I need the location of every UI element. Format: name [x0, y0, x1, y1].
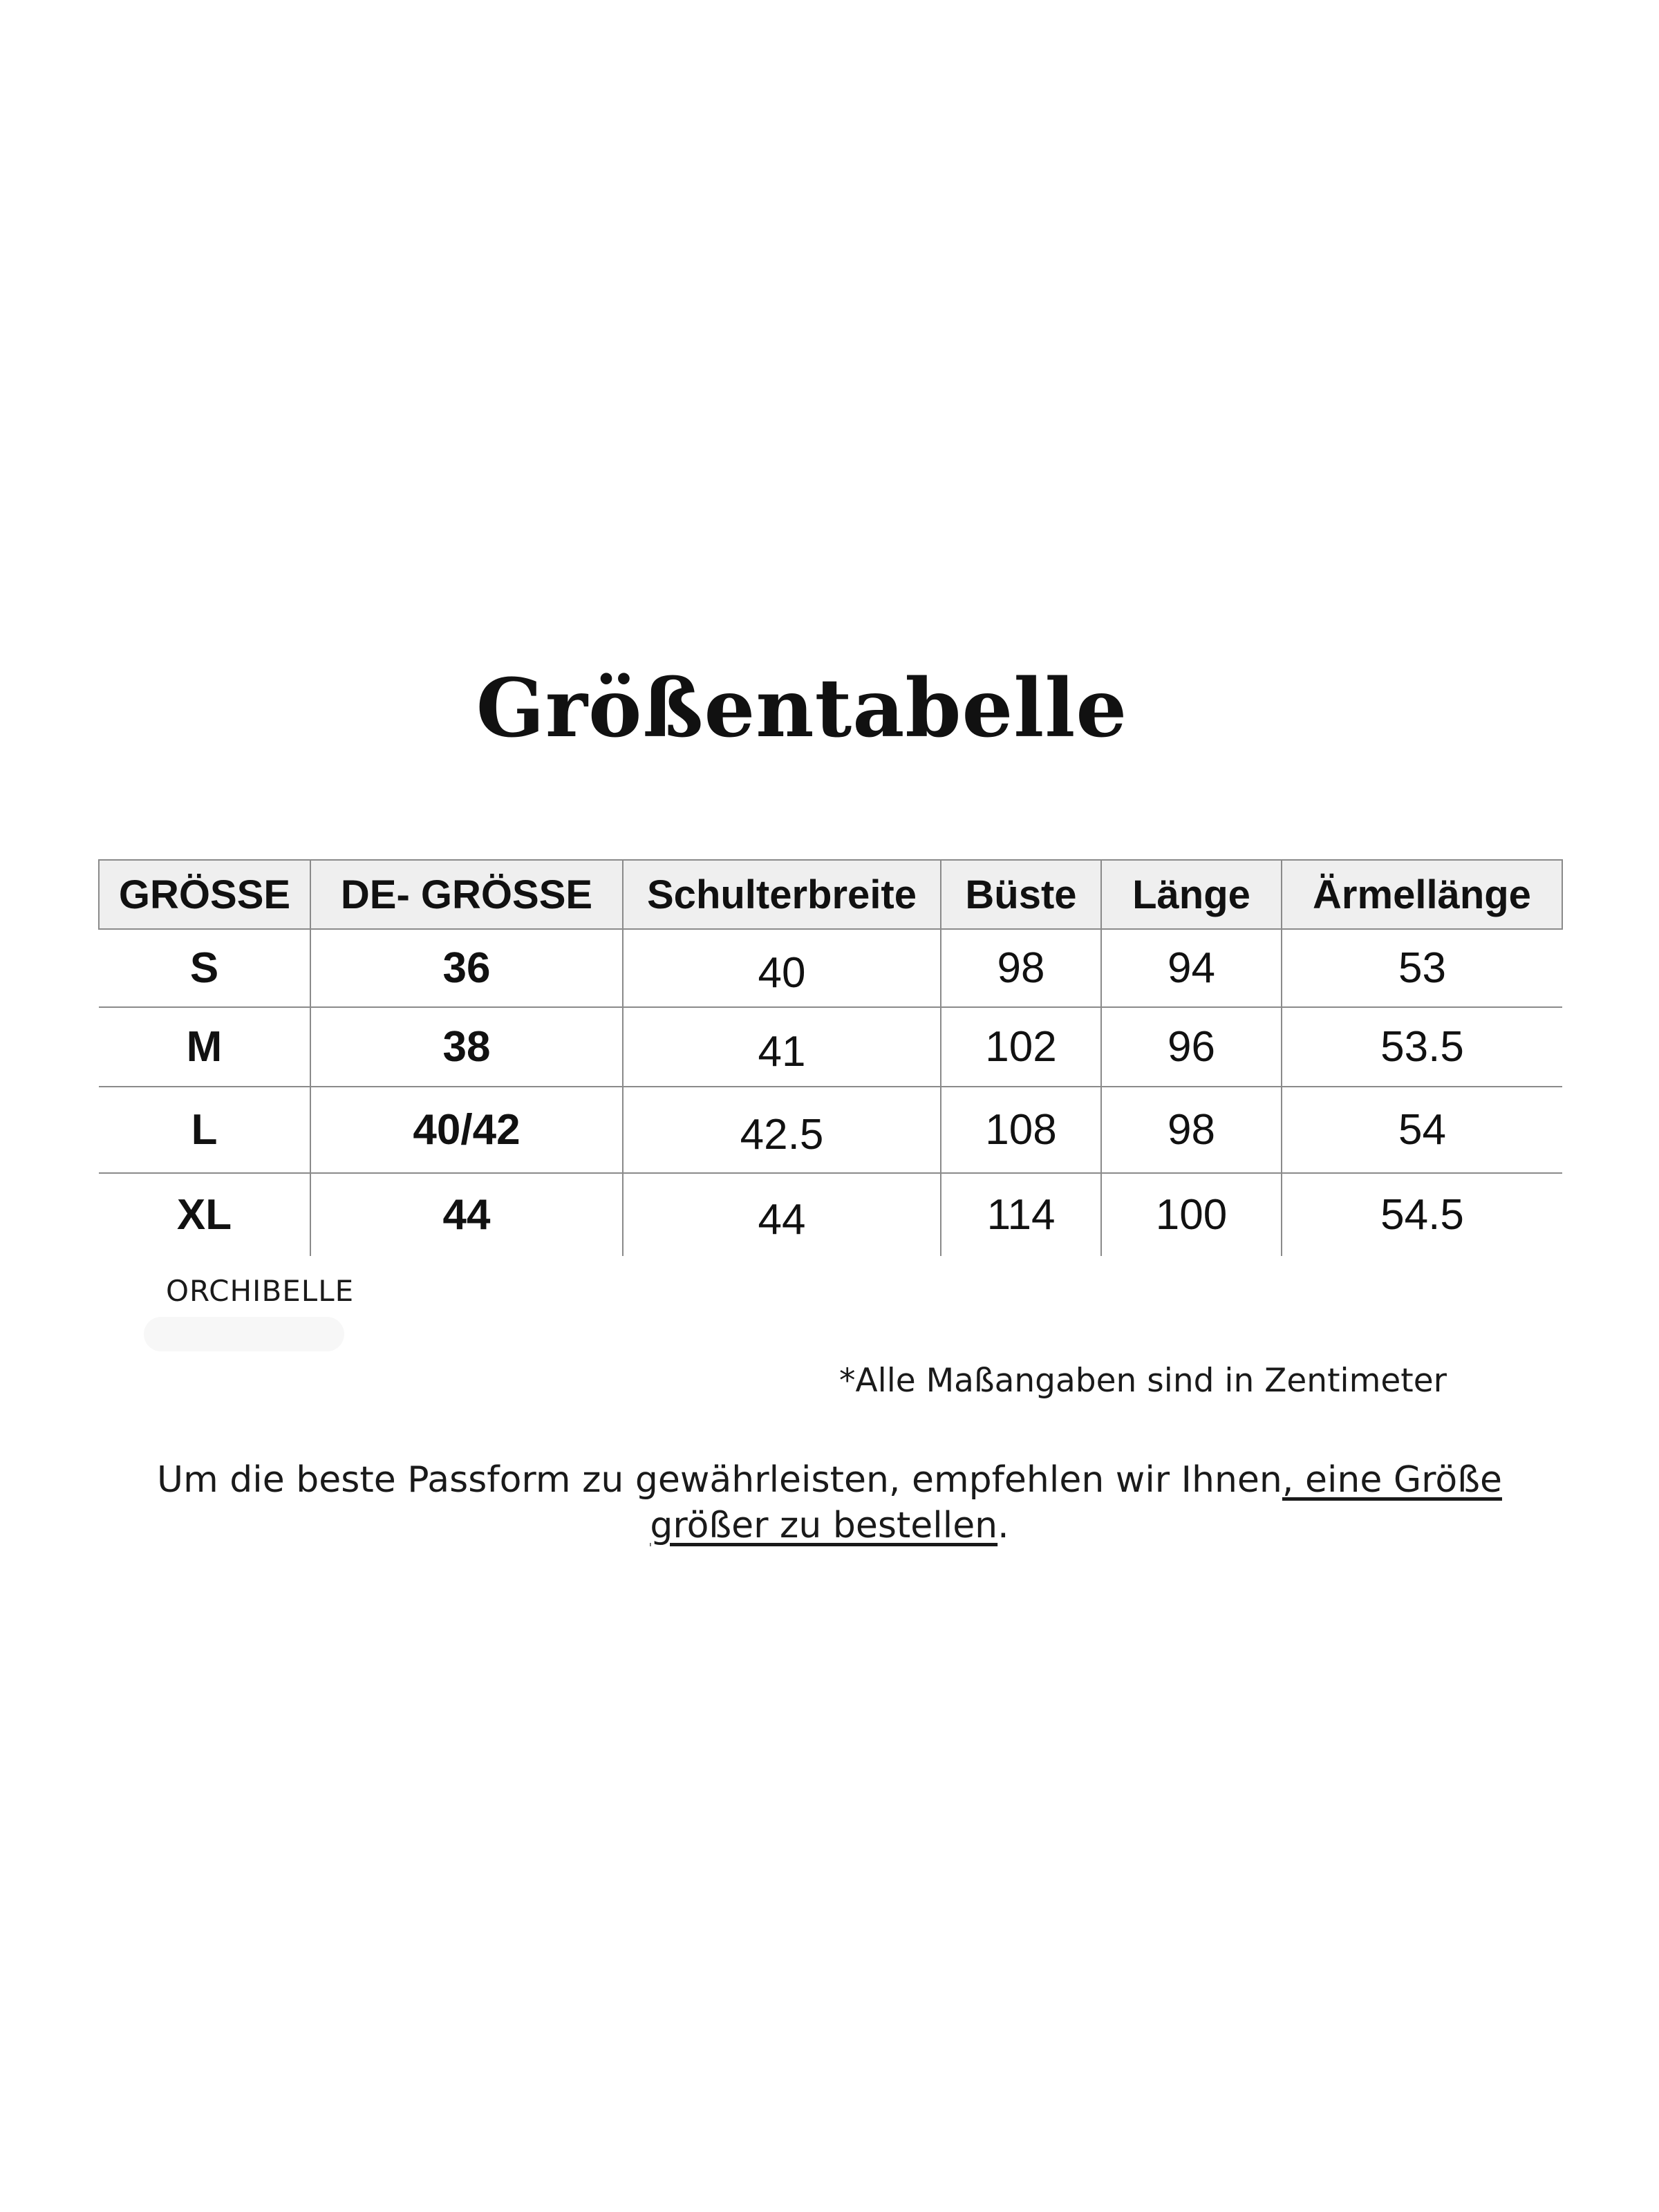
header-de-groesse: DE- GRÖSSE — [310, 860, 623, 929]
header-aermellaenge: Ärmellänge — [1282, 860, 1562, 929]
cell-de-size: 36 — [310, 929, 623, 1007]
cell-schulterbreite: 40 — [623, 929, 941, 1007]
table-row — [99, 1087, 1562, 1173]
cell-de-size: 40/42 — [310, 1087, 623, 1173]
cell-size: XL — [99, 1173, 310, 1256]
brand-watermark-shadow — [144, 1317, 344, 1351]
table-row — [99, 929, 1562, 1007]
cell-bueste: 114 — [941, 1173, 1101, 1256]
cell-bueste: 108 — [941, 1087, 1101, 1173]
table-row — [99, 1173, 1562, 1256]
cell-bueste: 102 — [941, 1007, 1101, 1087]
recommendation-period: . — [997, 1505, 1009, 1546]
recommendation-text: Um die beste Passform zu gewährleisten, empfehlen wir Ihnen — [157, 1459, 1282, 1501]
measurement-unit-note: *Alle Maßangaben sind in Zentimeter — [839, 1362, 1447, 1400]
page-title: Größentabelle — [476, 662, 1128, 756]
size-table — [98, 859, 1563, 1256]
cell-laenge: 96 — [1101, 1007, 1282, 1087]
cell-size: S — [99, 929, 310, 1007]
recommendation-underlined-text: , eine Größe größer zu bestellen — [650, 1459, 1502, 1546]
cell-size: M — [99, 1007, 310, 1087]
sizing-recommendation — [104, 1457, 1555, 1548]
cell-aermellaenge: 53.5 — [1282, 1007, 1562, 1087]
cell-laenge: 98 — [1101, 1087, 1282, 1173]
cell-laenge: 94 — [1101, 929, 1282, 1007]
table-header-row — [99, 860, 1562, 929]
cell-de-size: 44 — [310, 1173, 623, 1256]
header-bueste: Büste — [941, 860, 1101, 929]
cell-schulterbreite: 44 — [623, 1173, 941, 1256]
cell-schulterbreite: 41 — [623, 1007, 941, 1087]
header-groesse: GRÖSSE — [99, 860, 310, 929]
cell-bueste: 98 — [941, 929, 1101, 1007]
header-laenge: Länge — [1101, 860, 1282, 929]
cell-schulterbreite: 42.5 — [623, 1087, 941, 1173]
cell-de-size: 38 — [310, 1007, 623, 1087]
cell-size: L — [99, 1087, 310, 1173]
cell-aermellaenge: 53 — [1282, 929, 1562, 1007]
cell-laenge: 100 — [1101, 1173, 1282, 1256]
cell-aermellaenge: 54 — [1282, 1087, 1562, 1173]
header-schulterbreite: Schulterbreite — [623, 860, 941, 929]
brand-name: ORCHIBELLE — [166, 1274, 355, 1308]
cell-aermellaenge: 54.5 — [1282, 1173, 1562, 1256]
table-row — [99, 1007, 1562, 1087]
